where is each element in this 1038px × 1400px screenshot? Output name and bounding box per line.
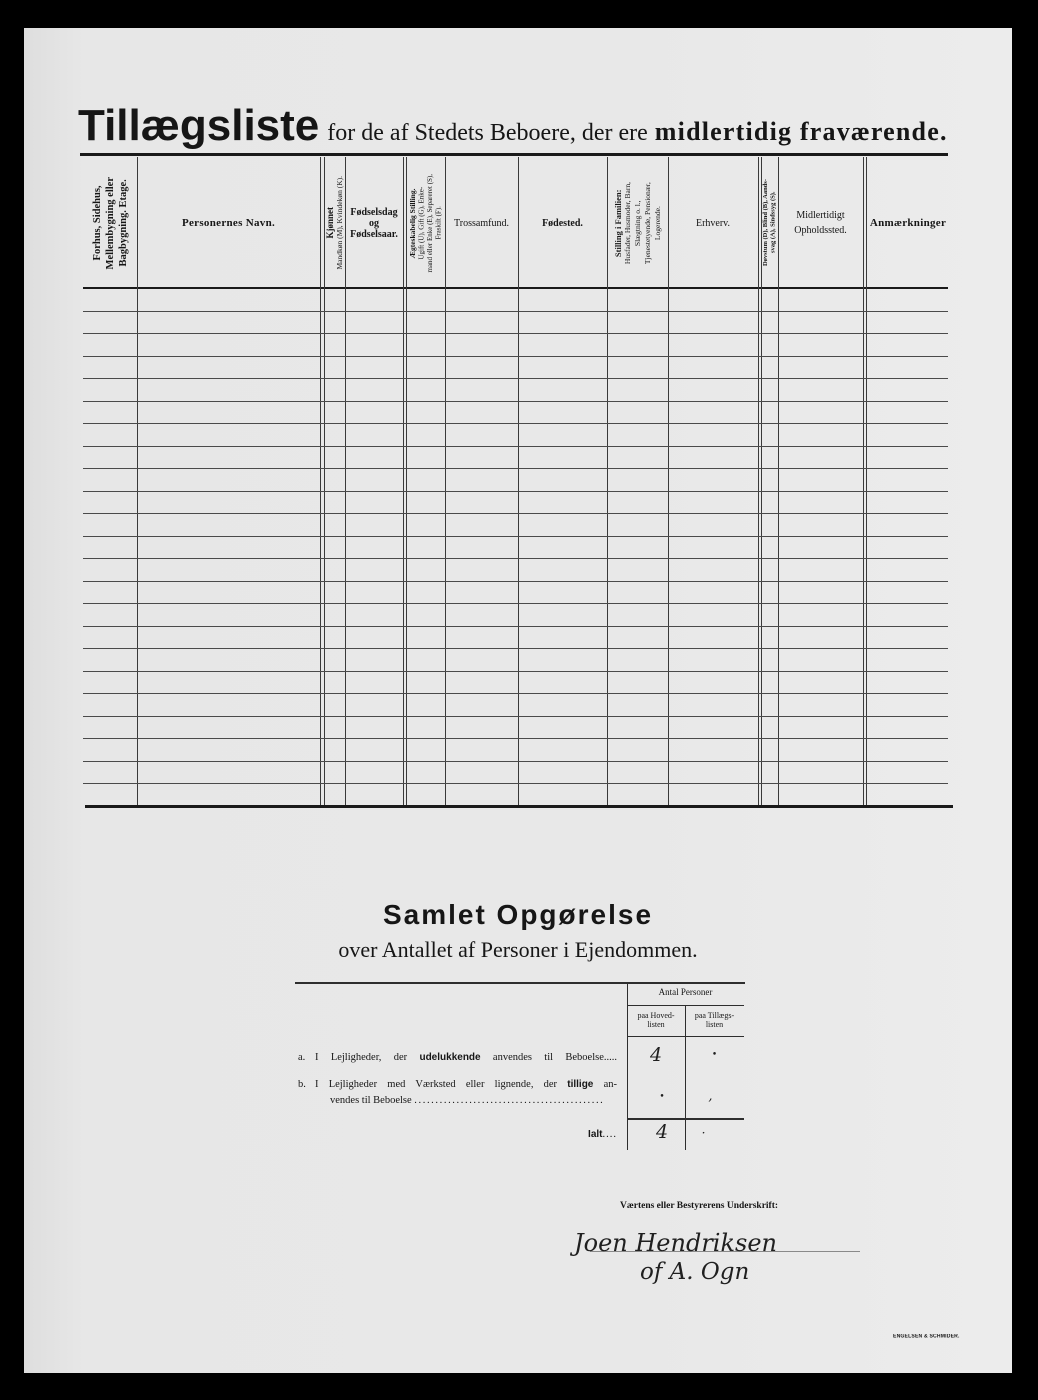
summary-row-b-main-value: • (659, 1092, 665, 1102)
summary-col-supp-header (685, 1011, 744, 1029)
header-name (137, 160, 320, 286)
header-occupation (668, 160, 758, 286)
summary-title: Samlet Opgørelse (382, 899, 654, 930)
summary-row-a-pre: I Lejligheder, der (315, 1052, 420, 1063)
summary-col-main-line: listen (647, 1020, 665, 1029)
header-name-label: Personernes Navn. (181, 217, 276, 229)
summary-row-a-label (315, 1052, 617, 1064)
summary-rule (627, 1118, 744, 1120)
table-row (83, 716, 948, 717)
header-building (83, 160, 137, 286)
summary-row-b-bold: tillige (567, 1079, 594, 1090)
signature-proxy: of A. Ogn (640, 1259, 750, 1285)
header-disability-line: Døvstum (D), Blind (B), Aands- (762, 179, 769, 267)
header-birth-line: Fødselsdag (350, 206, 398, 218)
table-row (83, 446, 948, 447)
summary-row-b-label-line2 (330, 1095, 604, 1107)
summary-row-a-letter: a. (298, 1052, 306, 1063)
table-row (83, 378, 948, 379)
header-disability-text (762, 179, 777, 266)
header-family-line: Logerende. (652, 206, 662, 240)
table-row (83, 513, 948, 514)
header-disability-line: svag (A), Sindssyg (S). (769, 192, 777, 254)
header-family-text (613, 182, 663, 264)
title-main: Tillægsliste (78, 101, 320, 150)
header-building-line: Mellembygning eller (104, 176, 116, 270)
header-birth-line: Fødselsaar. (350, 228, 398, 240)
summary-total-supp-value: · (701, 1126, 706, 1140)
summary-row-b-pre: I Lejligheder med Værksted eller lignende, der (315, 1079, 568, 1090)
summary-total-dots: .... (602, 1129, 617, 1140)
table-row (83, 648, 948, 649)
table-row (83, 311, 948, 312)
header-remarks-label: Anmærkninger (869, 217, 947, 229)
header-marital-text (409, 174, 443, 273)
header-building-line: Bagbygning. Etage. (117, 179, 129, 267)
table-row (83, 626, 948, 627)
summary-rule (627, 1036, 744, 1037)
summary-row-a-bold: udelukkende (419, 1052, 481, 1063)
table-row (83, 401, 948, 402)
summary-row-b-label (315, 1079, 617, 1091)
summary-col-supp-line: listen (705, 1020, 724, 1029)
column-divider (863, 157, 864, 805)
summary-row-a-main-value: 4 (649, 1044, 663, 1066)
summary-row-b-post: an- (593, 1079, 617, 1090)
header-family (607, 160, 668, 286)
header-birth-line: og (369, 217, 379, 229)
summary-row-b-letter: b. (298, 1079, 306, 1090)
header-temp-residence-line: Midlertidigt (796, 210, 845, 221)
header-sex-text (325, 176, 345, 270)
table-row (83, 491, 948, 492)
table-bottom-rule (85, 805, 953, 808)
summary-row-b-line2: vendes til Beboelse (330, 1095, 412, 1106)
summary-col-supp-line: paa Tillægs- (694, 1011, 735, 1020)
header-family-line: Tjenestetyende, Pensionær, (642, 182, 652, 264)
table-row (83, 423, 948, 424)
form-title (78, 101, 948, 150)
summary-row-b-supp-value: , (708, 1089, 713, 1104)
header-marital-line: Fraskilt (F). (434, 206, 442, 240)
header-family-head: Stilling i Familien: (612, 189, 623, 257)
header-marital (406, 160, 445, 286)
table-row (83, 356, 948, 357)
table-row (83, 693, 948, 694)
title-sub: for de af Stedets Beboere, der ere (327, 120, 648, 146)
header-building-line: Forhus, Sidehus, (91, 185, 103, 261)
title-rule (80, 153, 948, 156)
column-divider (758, 157, 759, 805)
summary-total-main-value: 4 (655, 1121, 669, 1143)
summary-row-a-supp-value: • (711, 1050, 718, 1060)
header-religion-label: Trossamfund. (454, 217, 509, 229)
table-row (83, 783, 948, 784)
summary-col-main-line: paa Hoved- (637, 1011, 675, 1020)
header-occupation-label: Erhverv. (695, 217, 731, 229)
header-birth (345, 160, 403, 286)
header-birthplace-label: Fødested. (542, 217, 583, 229)
table-row (83, 738, 948, 739)
header-birthplace (518, 160, 607, 286)
header-temp-residence-line: Opholdssted. (794, 225, 847, 236)
summary-divider (627, 982, 628, 1150)
summary-total-word: Ialt (588, 1129, 603, 1140)
table-row (83, 558, 948, 559)
column-divider (320, 157, 321, 805)
header-family-line: Husfader, Husmoder, Barn, (622, 181, 632, 265)
table-row (83, 603, 948, 604)
title-emphasis: midlertidig fraværende. (654, 117, 948, 146)
summary-total-label (557, 1129, 617, 1141)
summary-rule (627, 1005, 744, 1006)
column-divider (403, 157, 404, 805)
printer-mark: ENGELSEN & SCHMIDER. (893, 1334, 960, 1340)
summary-row-a-post: anvendes til Beboelse..... (480, 1052, 617, 1063)
summary-rule (295, 982, 745, 984)
header-bottom-rule (83, 287, 948, 289)
header-building-text (91, 177, 130, 269)
header-marital-line: Ugift (U), Gift (G), Enke- (417, 186, 425, 260)
table-row (83, 468, 948, 469)
header-religion (445, 160, 518, 286)
header-sex-head: Kjønnet (324, 207, 335, 239)
header-family-line: Slægtning o. l., (632, 200, 642, 246)
signature-name: Joen Hendriksen (574, 1229, 777, 1257)
summary-subtitle: over Antallet af Personer i Ejendommen. (338, 937, 698, 962)
table-row (83, 671, 948, 672)
signature-label: Værtens eller Bestyrerens Underskrift: (620, 1201, 779, 1211)
header-marital-line: mand eller Enke (E), Separeret (S), (425, 173, 434, 273)
header-marital-head: Ægteskabelig Stilling. (407, 187, 417, 258)
header-temp-residence (778, 160, 863, 286)
table-row (83, 761, 948, 762)
summary-col-main-header (627, 1011, 685, 1029)
header-remarks (866, 160, 950, 286)
header-sex (324, 160, 345, 286)
table-row (83, 536, 948, 537)
header-disability (761, 160, 778, 286)
table-row (83, 333, 948, 334)
header-sex-detail: Mandkøn (M), Kvindekøn (K). (334, 176, 344, 270)
summary-group-header: Antal Personer (658, 987, 713, 997)
table-row (83, 581, 948, 582)
summary-row-b-dots: ............................................. (414, 1095, 605, 1106)
